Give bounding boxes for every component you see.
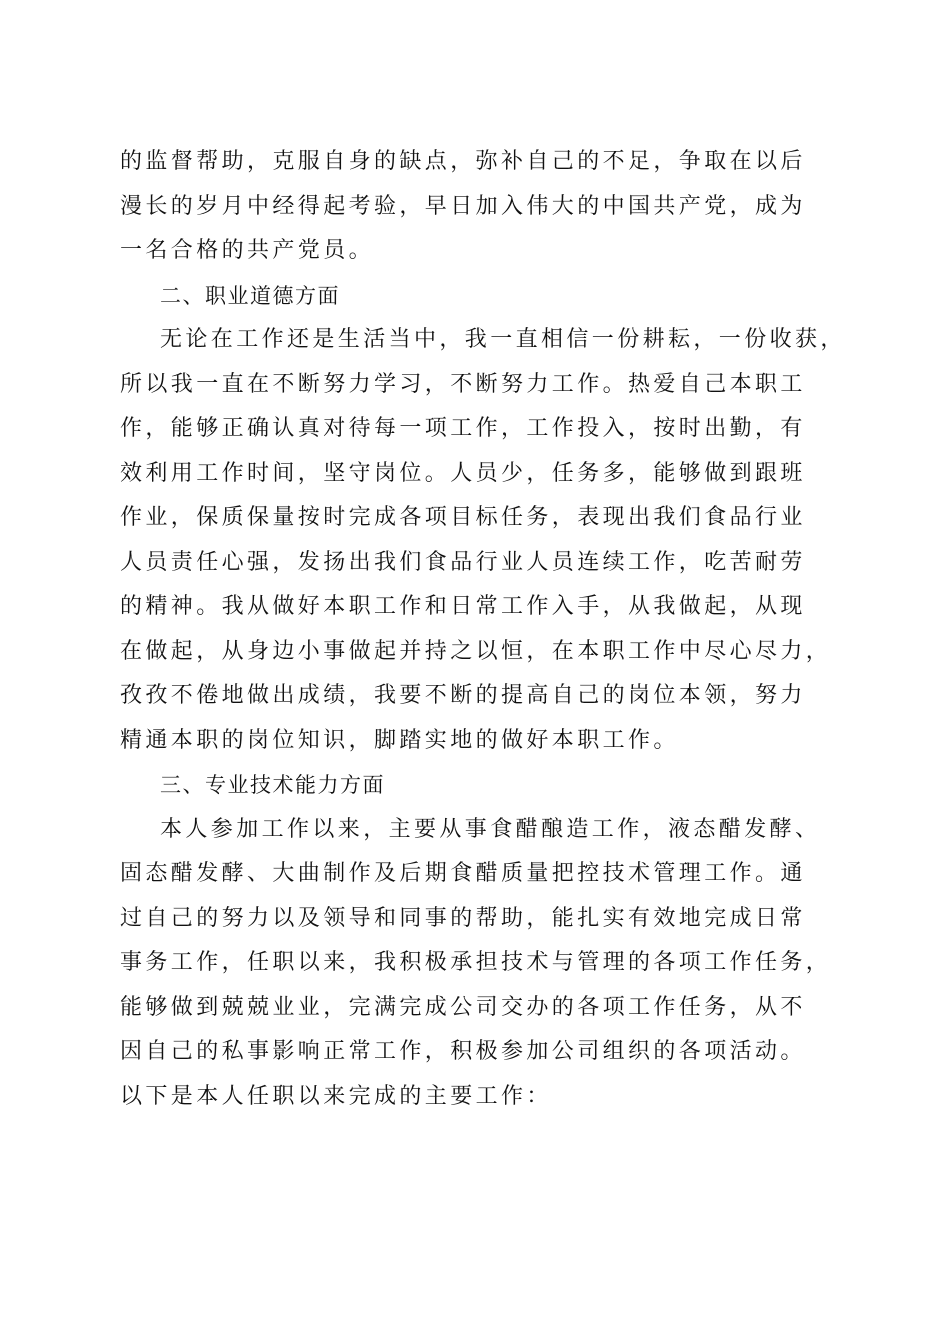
document-page — [120, 140, 846, 1119]
paragraph-line: 人员责任心强，发扬出我们食品行业人员连续工作，吃苦耐劳 — [120, 549, 806, 575]
paragraph-line: 孜孜不倦地做出成绩，我要不断的提高自己的岗位本领，努力 — [120, 683, 806, 708]
paragraph-line: 在做起，从身边小事做起并持之以恒，在本职工作中尽心尽力， — [120, 638, 832, 664]
paragraph-line: 因自己的私事影响正常工作，积极参加公司组织的各项活动。 — [120, 1039, 806, 1064]
section-paragraph-technical-ability — [120, 808, 832, 1120]
intro-paragraph — [120, 140, 832, 274]
section-heading-professional-ethics: 二、职业道德方面 — [160, 283, 340, 308]
paragraph-line: 事务工作，任职以来，我积极承担技术与管理的各项工作任务， — [120, 950, 832, 975]
section-heading-technical-ability: 三、专业技术能力方面 — [160, 773, 385, 797]
paragraph-line: 的精神。我从做好本职工作和日常工作入手，从我做起，从现 — [120, 594, 806, 619]
paragraph-line: 一名合格的共产党员。 — [120, 238, 375, 263]
paragraph-line: 所以我一直在不断努力学习，不断努力工作。热爱自己本职工 — [120, 371, 806, 397]
section-paragraph-professional-ethics — [120, 318, 846, 763]
paragraph-line: 精通本职的岗位知识，脚踏实地的做好本职工作。 — [120, 727, 679, 753]
paragraph-line: 过自己的努力以及领导和同事的帮助，能扎实有效地完成日常 — [120, 905, 806, 931]
paragraph-line: 效利用工作时间，坚守岗位。人员少，任务多，能够做到跟班 — [120, 460, 806, 486]
paragraph-line: 的监督帮助，克服自身的缺点，弥补自己的不足，争取在以后 — [120, 149, 806, 174]
paragraph-line: 能够做到兢兢业业，完满完成公司交办的各项工作任务，从不 — [120, 994, 806, 1020]
paragraph-line: 以下是本人任职以来完成的主要工作： — [120, 1083, 552, 1109]
paragraph-line: 作，能够正确认真对待每一项工作，工作投入，按时出勤，有 — [120, 416, 806, 441]
paragraph-line: 漫长的岁月中经得起考验，早日加入伟大的中国共产党，成为 — [120, 193, 806, 219]
paragraph-line: 作业，保质保量按时完成各项目标任务，表现出我们食品行业 — [120, 505, 806, 530]
paragraph-line: 无论在工作还是生活当中，我一直相信一份耕耘，一份收获， — [160, 327, 846, 352]
paragraph-line: 固态醋发酵、大曲制作及后期食醋质量把控技术管理工作。通 — [120, 861, 806, 886]
paragraph-line: 本人参加工作以来，主要从事食醋酿造工作，液态醋发酵、 — [160, 816, 821, 842]
